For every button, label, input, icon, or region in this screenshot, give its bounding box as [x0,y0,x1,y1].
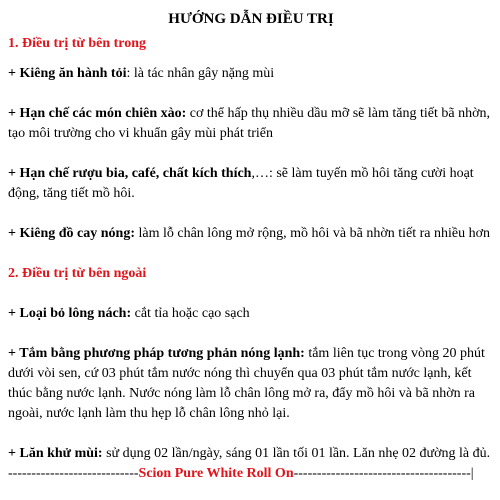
item-text: làm lỗ chân lông mở rộng, mồ hôi và bã nhờn tiết ra nhiều hơn [135,226,491,241]
item-text: cắt tỉa hoặc cạo sạch [131,306,250,321]
item-limit-alcohol-coffee [8,164,494,204]
section-heading-outer: 2. Điều trị từ bên ngoài [8,266,147,281]
item-label: + Tắm bằng phương pháp tương phản nóng lạnh: [8,346,305,361]
item-remove-armpit-hair [8,304,494,324]
item-label: + Hạn chế các món chiên xào: [8,106,187,121]
item-avoid-spicy-food [8,224,494,244]
item-label: + Kiêng ăn hành tỏi [8,66,127,81]
document-title: HƯỚNG DẪN ĐIỀU TRỊ [168,11,334,27]
item-label: + Lăn khử mùi: [8,446,103,461]
footer-brand-name: Scion Pure White Roll On [138,466,294,481]
item-label: + Loại bỏ lông nách: [8,306,132,321]
item-text: sử dụng 02 lần/ngày, sáng 01 lần tối 01 lần. Lăn nhẹ 02 đường là đủ. [102,446,491,461]
item-text: : là tác nhân gây nặng mùi [126,66,275,81]
item-text: tắm liên tục trong vòng 20 phút dưới vòi sen, cứ 03 phút tắm nước nóng thì chuyển qua 03 phút tắm nước lạnh, kết thúc bằng nước lạnh. Nước nóng làm lỗ chân lông mở ra, đẩy mồ hôi và bã nhờn ra ngoài, nước lạnh làm thu hẹp lỗ chân lông nhỏ lại. [8,346,485,421]
item-deodorant-roll-on [8,444,494,464]
item-label: + Hạn chế rượu bia, café, chất kích thích [8,166,252,181]
footer-left-dashes: ---------------------------- [8,466,139,481]
item-avoid-onion-garlic [8,64,494,84]
item-text: cơ thể hấp thụ nhiều dầu mỡ sẽ làm tăng tiết bã nhờn, tạo môi trường cho vi khuẩn gây mùi phát triển [8,106,490,141]
section-heading-inner: 1. Điều trị từ bên trong [8,36,147,51]
footer-divider [8,464,494,484]
item-limit-fried-food [8,104,494,144]
item-label: + Kiêng đồ cay nóng: [8,226,135,241]
document-page [8,8,494,484]
item-text: ,…: sẽ làm tuyến mồ hôi tăng cười hoạt động, tăng tiết mồ hôi. [8,166,474,201]
item-contrast-shower [8,344,494,424]
footer-right-dashes: --------------------------------------| [293,466,474,481]
